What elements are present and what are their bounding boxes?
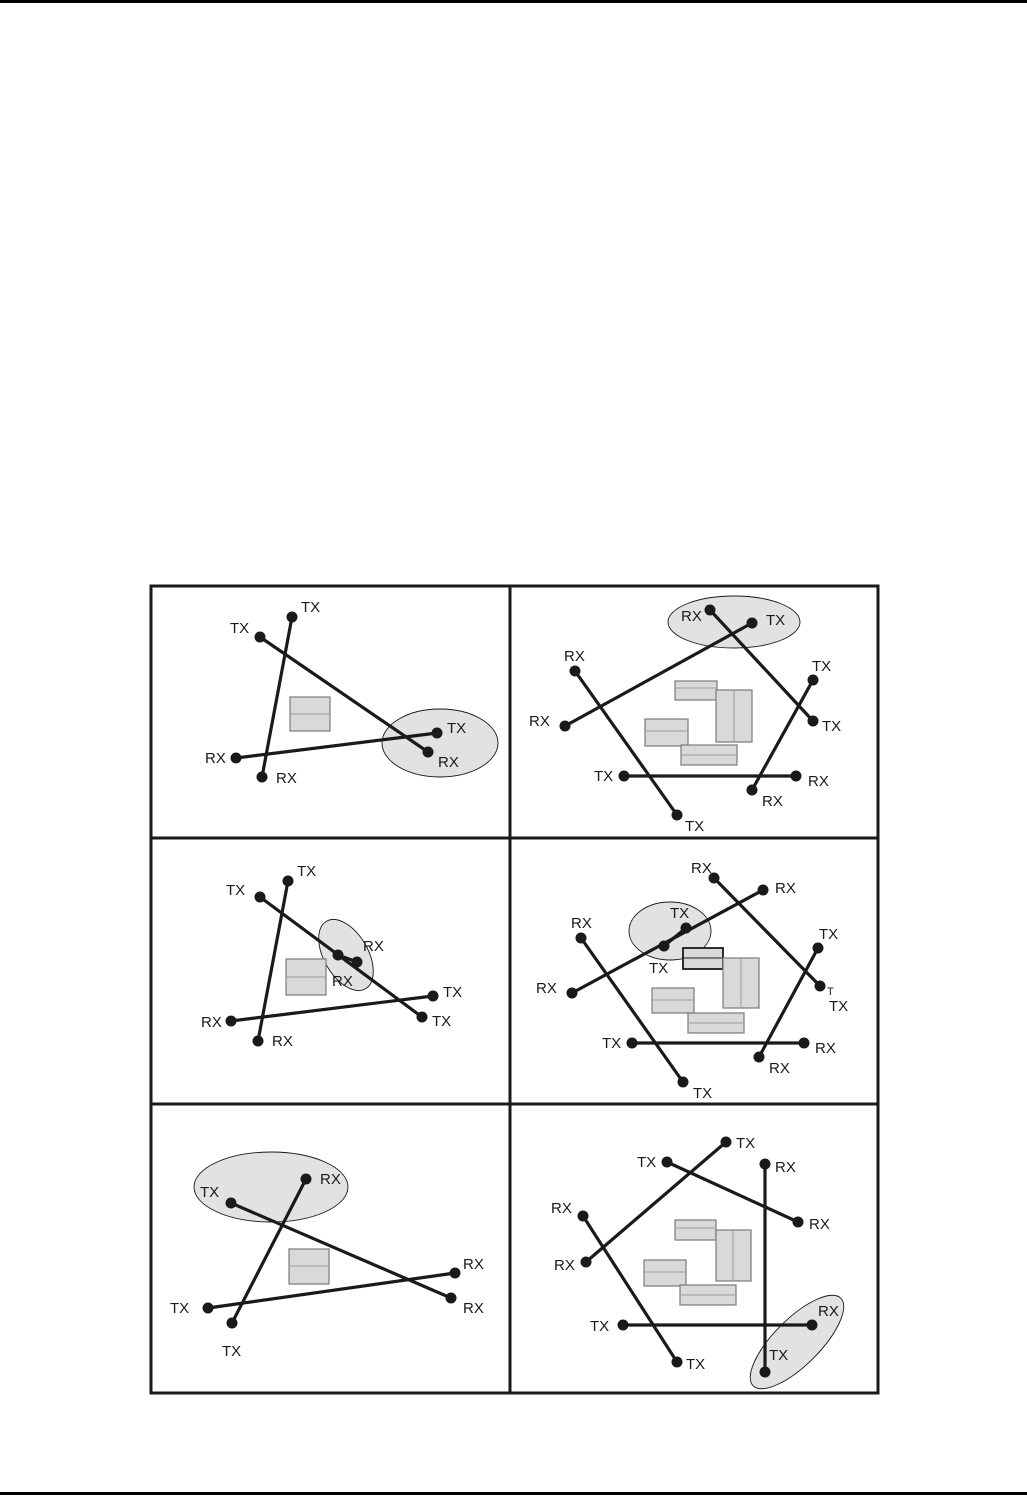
node bbox=[333, 950, 344, 961]
node bbox=[432, 728, 443, 739]
node bbox=[760, 1159, 771, 1170]
node bbox=[627, 1038, 638, 1049]
node-label: TX bbox=[590, 1318, 610, 1335]
node-label: RX bbox=[201, 1014, 222, 1031]
node-label: TX bbox=[649, 960, 669, 977]
node-label: RX bbox=[529, 713, 550, 730]
node bbox=[760, 1367, 771, 1378]
node-label: RX bbox=[554, 1257, 575, 1274]
node bbox=[705, 605, 716, 616]
node bbox=[747, 618, 758, 629]
node bbox=[618, 1320, 629, 1331]
node-label: RX bbox=[691, 860, 712, 877]
node bbox=[253, 1036, 264, 1047]
node bbox=[815, 981, 826, 992]
node-label: TX bbox=[637, 1154, 657, 1171]
node-label: RX bbox=[463, 1256, 484, 1273]
panel-3 bbox=[201, 863, 462, 1050]
obstacle-block bbox=[645, 719, 688, 746]
node bbox=[283, 876, 294, 887]
node-label: TX bbox=[301, 599, 321, 616]
node bbox=[799, 1038, 810, 1049]
interference-zone bbox=[737, 1282, 857, 1402]
obstacle-block bbox=[681, 745, 737, 765]
obstacle-block bbox=[688, 1013, 744, 1033]
node bbox=[678, 1077, 689, 1088]
link-line bbox=[759, 948, 818, 1057]
node-label: TX bbox=[769, 1347, 789, 1364]
node bbox=[255, 632, 266, 643]
node-label: RX bbox=[571, 915, 592, 932]
node bbox=[287, 612, 298, 623]
node-label: TX bbox=[170, 1300, 190, 1317]
node bbox=[446, 1293, 457, 1304]
node bbox=[807, 1320, 818, 1331]
node-label: TX bbox=[685, 818, 705, 835]
panel-5 bbox=[170, 1152, 484, 1360]
node-label: TX bbox=[200, 1184, 220, 1201]
node bbox=[808, 675, 819, 686]
obstacle-block bbox=[683, 948, 723, 969]
node bbox=[808, 716, 819, 727]
link-line bbox=[752, 680, 813, 790]
node bbox=[203, 1303, 214, 1314]
node-label: RX bbox=[363, 938, 384, 955]
obstacle-block bbox=[716, 1230, 751, 1281]
node bbox=[672, 1357, 683, 1368]
node bbox=[570, 666, 581, 677]
node bbox=[578, 1211, 589, 1222]
node-label: TX bbox=[443, 984, 463, 1001]
obstacle-block bbox=[680, 1285, 736, 1305]
link-line bbox=[208, 1273, 455, 1308]
obstacle-block bbox=[652, 988, 694, 1013]
node-label: TX bbox=[670, 905, 690, 922]
node bbox=[659, 941, 670, 952]
node bbox=[428, 991, 439, 1002]
node-label: TX bbox=[822, 718, 842, 735]
node bbox=[257, 772, 268, 783]
link-line bbox=[583, 1216, 677, 1362]
node bbox=[813, 943, 824, 954]
node bbox=[450, 1268, 461, 1279]
node-label: TX bbox=[693, 1085, 713, 1102]
node-label: TX bbox=[222, 1343, 242, 1360]
node-label: RX bbox=[808, 773, 829, 790]
node bbox=[423, 747, 434, 758]
node-label: TX bbox=[736, 1135, 756, 1152]
node bbox=[754, 1052, 765, 1063]
node-label: TX bbox=[602, 1035, 622, 1052]
node-label: RX bbox=[438, 754, 459, 771]
node-label: T bbox=[827, 986, 834, 998]
obstacle-block bbox=[286, 959, 326, 995]
obstacle-block bbox=[723, 958, 759, 1008]
node-label: RX bbox=[276, 770, 297, 787]
node-label: TX bbox=[766, 612, 786, 629]
node-label: TX bbox=[297, 863, 317, 880]
obstacle-block bbox=[675, 681, 717, 700]
panel-2 bbox=[529, 596, 841, 835]
node-label: TX bbox=[812, 658, 832, 675]
node bbox=[758, 885, 769, 896]
node-label: TX bbox=[226, 882, 246, 899]
node-label: RX bbox=[536, 980, 557, 997]
node-label: TX bbox=[819, 926, 839, 943]
obstacle-block bbox=[289, 1249, 329, 1284]
obstacle-block bbox=[675, 1220, 716, 1240]
node-label: RX bbox=[272, 1033, 293, 1050]
node-label: RX bbox=[815, 1040, 836, 1057]
node bbox=[560, 721, 571, 732]
node-label: RX bbox=[818, 1303, 839, 1320]
node bbox=[662, 1157, 673, 1168]
node-label: RX bbox=[320, 1171, 341, 1188]
node-label: RX bbox=[809, 1216, 830, 1233]
node bbox=[619, 771, 630, 782]
panel-4 bbox=[536, 860, 848, 1102]
panel-6 bbox=[551, 1135, 857, 1402]
node-label: TX bbox=[594, 768, 614, 785]
obstacle-block bbox=[644, 1260, 686, 1286]
panel-1 bbox=[205, 599, 498, 787]
node-label: TX bbox=[432, 1013, 452, 1030]
node-label: RX bbox=[463, 1300, 484, 1317]
link-line bbox=[260, 637, 428, 752]
obstacle-block bbox=[290, 697, 330, 731]
node-label: RX bbox=[775, 880, 796, 897]
figure-frame bbox=[151, 586, 878, 1393]
node bbox=[581, 1257, 592, 1268]
node-label: TX bbox=[230, 620, 250, 637]
node-label: RX bbox=[769, 1060, 790, 1077]
link-line bbox=[231, 1203, 451, 1298]
node bbox=[576, 933, 587, 944]
node-label: RX bbox=[564, 648, 585, 665]
node bbox=[301, 1174, 312, 1185]
node bbox=[681, 923, 692, 934]
node bbox=[672, 810, 683, 821]
node bbox=[791, 771, 802, 782]
node bbox=[227, 1318, 238, 1329]
node-label: RX bbox=[551, 1200, 572, 1217]
node bbox=[231, 753, 242, 764]
node bbox=[226, 1016, 237, 1027]
node bbox=[226, 1198, 237, 1209]
node bbox=[417, 1012, 428, 1023]
node-label: RX bbox=[332, 973, 353, 990]
node bbox=[567, 988, 578, 999]
obstacle-block bbox=[716, 690, 752, 742]
node-label: RX bbox=[681, 608, 702, 625]
node bbox=[352, 957, 363, 968]
node-label: TX bbox=[686, 1356, 706, 1373]
node bbox=[721, 1137, 732, 1148]
node bbox=[255, 892, 266, 903]
link-line bbox=[231, 996, 433, 1021]
node bbox=[747, 785, 758, 796]
node-label: RX bbox=[775, 1159, 796, 1176]
node bbox=[793, 1217, 804, 1228]
node-label: TX bbox=[447, 720, 467, 737]
node-label: RX bbox=[205, 750, 226, 767]
node-label: TX bbox=[829, 998, 849, 1015]
node-label: RX bbox=[762, 793, 783, 810]
